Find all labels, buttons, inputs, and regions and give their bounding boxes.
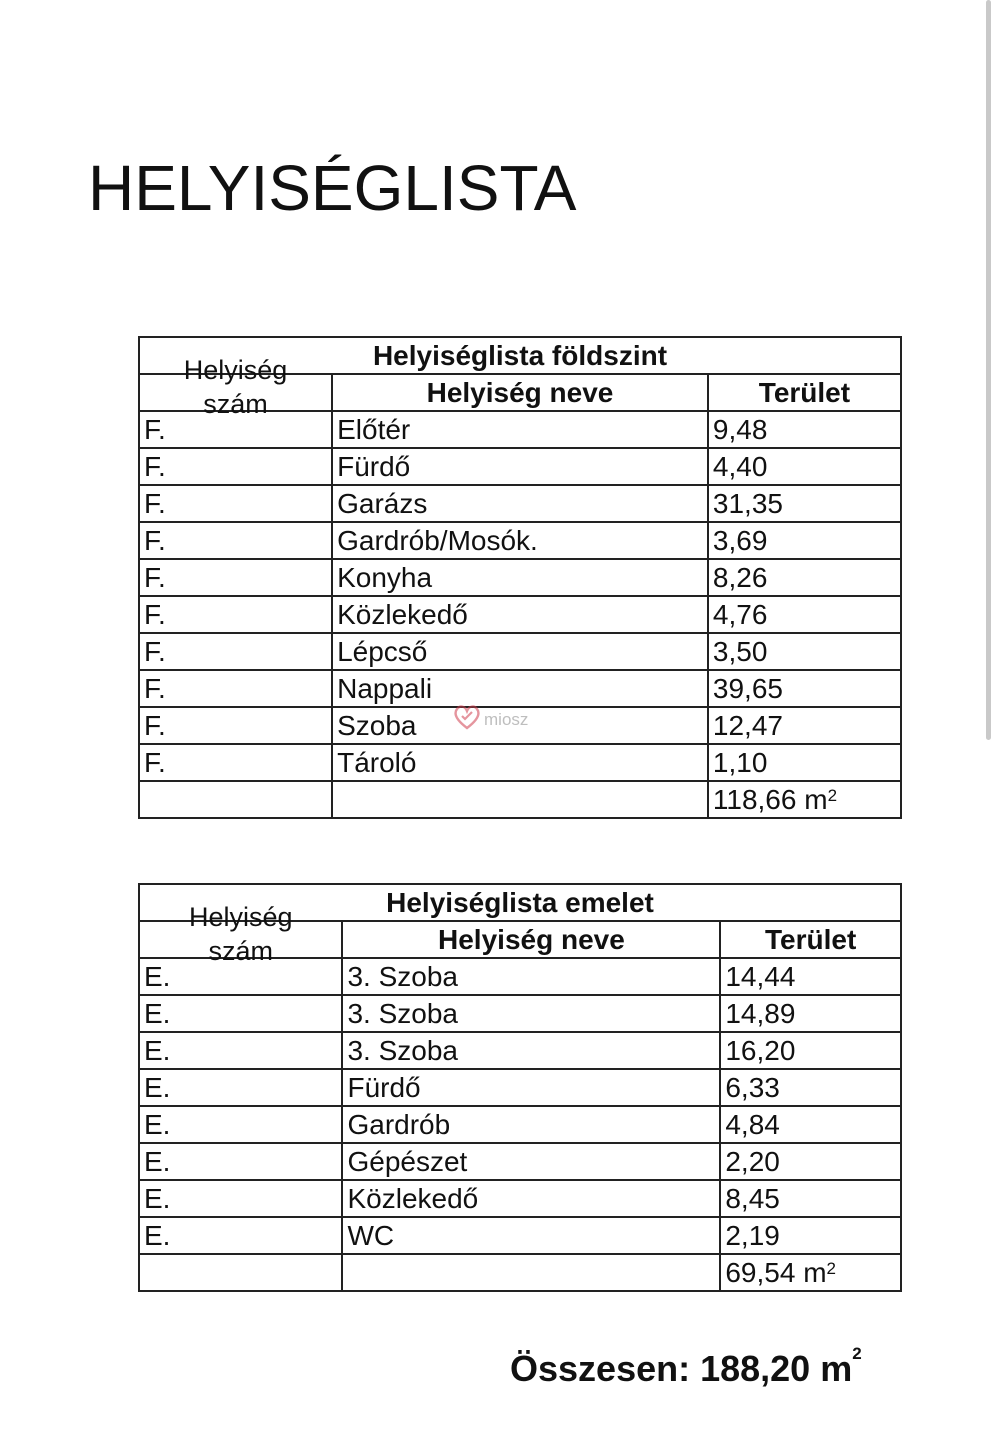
watermark-text: miosz [484, 709, 529, 729]
room-name-cell: Közlekedő [342, 1180, 720, 1217]
table-row [139, 1032, 901, 1069]
table-row [139, 670, 901, 707]
unit-superscript: 2 [827, 785, 838, 805]
room-code-cell: E. [139, 1032, 342, 1069]
table-row [139, 1106, 901, 1143]
room-name-cell: 3. Szoba [342, 995, 720, 1032]
room-name-cell: Közlekedő [332, 596, 708, 633]
total-value: 118,66 m [712, 783, 828, 815]
room-area-cell: 9,48 [708, 411, 901, 448]
room-area-cell: 31,35 [708, 485, 901, 522]
table-row [139, 1143, 901, 1180]
room-area-cell: 1,10 [708, 744, 901, 781]
column-header-room-number-line2: szám [203, 389, 268, 419]
room-code-cell: F. [139, 411, 332, 448]
room-area-cell: 14,44 [720, 958, 901, 995]
column-header-room-number [139, 902, 342, 966]
room-code-cell: F. [139, 485, 332, 522]
room-code-cell: E. [139, 1143, 342, 1180]
ground-floor-rows [139, 411, 901, 781]
room-code-cell: F. [139, 633, 332, 670]
room-name-cell: Garázs [332, 485, 708, 522]
room-name-cell: 3. Szoba [342, 1032, 720, 1069]
column-header-room-number-line1: Helyiség [183, 355, 288, 385]
room-area-cell: 16,20 [720, 1032, 901, 1069]
column-header-room-number-line1: Helyiség [188, 902, 293, 932]
room-name-cell: Fürdő [342, 1069, 720, 1106]
room-code-cell: F. [139, 522, 332, 559]
room-area-cell: 12,47 [708, 707, 901, 744]
room-code-cell: F. [139, 559, 332, 596]
room-area-cell: 14,89 [720, 995, 901, 1032]
upper-floor-rows [139, 958, 901, 1254]
grand-total-superscript: 2 [852, 1344, 862, 1363]
table-total-row [139, 1254, 901, 1291]
grand-total-label: Összesen: 188,20 m [510, 1348, 853, 1389]
room-code-cell: F. [139, 596, 332, 633]
table-caption: Helyiséglista emelet [139, 884, 901, 921]
column-header-room-number [139, 355, 332, 419]
page-title: HELYISÉGLISTA [88, 152, 577, 224]
room-name-cell: Előtér [332, 411, 708, 448]
table-row [139, 596, 901, 633]
room-area-cell: 8,26 [708, 559, 901, 596]
table-row [139, 1069, 901, 1106]
total-value: 69,54 m [725, 1256, 827, 1288]
table-row [139, 633, 901, 670]
room-name-cell: Gardrób/Mosók. [332, 522, 708, 559]
room-area-cell: 3,69 [708, 522, 901, 559]
column-header-room-name: Helyiség neve [332, 374, 708, 411]
room-name-cell: Lépcső [332, 633, 708, 670]
total-empty-cell [342, 1254, 720, 1291]
room-name-cell: Fürdő [332, 448, 708, 485]
room-code-cell: E. [139, 1069, 342, 1106]
upper-floor-total [720, 1254, 901, 1291]
table-row [139, 744, 901, 781]
column-header-room-number-line2: szám [208, 936, 273, 966]
room-code-cell: F. [139, 707, 332, 744]
room-name-cell: Tároló [332, 744, 708, 781]
room-name-cell: 3. Szoba [342, 958, 720, 995]
room-code-cell: E. [139, 1106, 342, 1143]
grand-total [510, 1344, 862, 1390]
room-code-cell: E. [139, 1217, 342, 1254]
room-code-cell: E. [139, 1180, 342, 1217]
table-row [139, 1180, 901, 1217]
room-code-cell: E. [139, 958, 342, 995]
room-code-cell: F. [139, 744, 332, 781]
total-empty-cell [139, 781, 332, 818]
room-area-cell: 2,20 [720, 1143, 901, 1180]
room-area-cell: 4,84 [720, 1106, 901, 1143]
room-area-cell: 2,19 [720, 1217, 901, 1254]
scrollbar[interactable] [986, 0, 991, 740]
room-area-cell: 3,50 [708, 633, 901, 670]
room-area-cell: 4,40 [708, 448, 901, 485]
room-name-cell: Gardrób [342, 1106, 720, 1143]
table-row [139, 1217, 901, 1254]
table-caption: Helyiséglista földszint [139, 337, 901, 374]
column-header-area: Terület [708, 374, 901, 411]
room-area-cell: 39,65 [708, 670, 901, 707]
ground-floor-room-table [138, 336, 902, 819]
room-code-cell: E. [139, 995, 342, 1032]
table-row [139, 995, 901, 1032]
room-code-cell: F. [139, 670, 332, 707]
column-header-area: Terület [720, 921, 901, 958]
ground-floor-total [708, 781, 901, 818]
room-area-cell: 4,76 [708, 596, 901, 633]
table-header-row [139, 374, 901, 411]
table-total-row [139, 781, 901, 818]
room-area-cell: 8,45 [720, 1180, 901, 1217]
room-code-cell: F. [139, 448, 332, 485]
room-name-cell: WC [342, 1217, 720, 1254]
unit-superscript: 2 [826, 1258, 836, 1278]
table-row [139, 485, 901, 522]
room-name-cell: Gépészet [342, 1143, 720, 1180]
total-empty-cell [332, 781, 708, 818]
room-name-cell: Konyha [332, 559, 708, 596]
upper-floor-room-table [138, 883, 902, 1292]
table-row [139, 448, 901, 485]
column-header-room-name: Helyiség neve [342, 921, 720, 958]
total-empty-cell [139, 1254, 342, 1291]
table-row [139, 559, 901, 596]
table-header-row [139, 921, 901, 958]
table-row [139, 522, 901, 559]
room-area-cell: 6,33 [720, 1069, 901, 1106]
room-name-cell: Szoba [332, 707, 708, 744]
table-row [139, 707, 901, 744]
room-name-cell: Nappali [332, 670, 708, 707]
